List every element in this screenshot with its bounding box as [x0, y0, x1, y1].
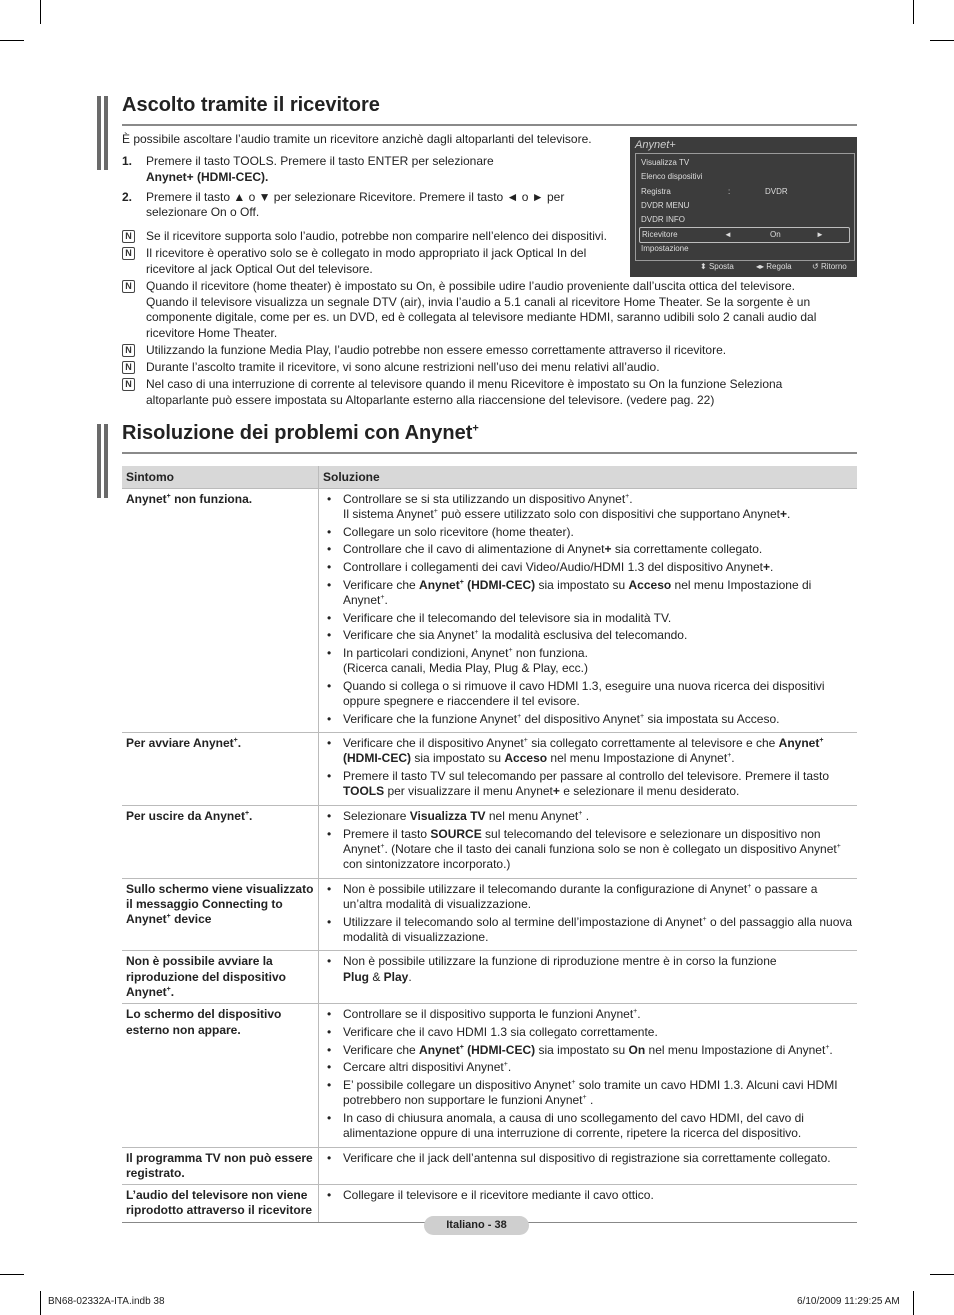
osd-menu-list	[635, 153, 855, 261]
osd-adjust-hint: ◂▸ Regola	[756, 262, 792, 271]
crop-mark	[40, 1291, 41, 1315]
crop-mark	[0, 40, 24, 41]
right-arrow-icon: ►	[816, 230, 824, 239]
column-header-symptom: Sintomo	[122, 466, 319, 489]
section-rule	[122, 124, 857, 126]
symptom-cell: Per uscire da Anynet+.	[122, 805, 319, 878]
note-text: Se il ricevitore supporta solo l’audio, potrebbe non comparire nell’elenco dei dispositivi.	[146, 229, 607, 243]
note-icon: N	[122, 378, 135, 391]
crop-mark	[913, 1291, 914, 1315]
osd-item[interactable]: DVDR MENU	[641, 201, 690, 210]
crop-mark	[40, 0, 41, 24]
step-number: 2.	[122, 190, 133, 204]
osd-move-hint: ⬍ Sposta	[700, 262, 734, 271]
section-title: Ascolto tramite il ricevitore	[122, 94, 380, 116]
osd-return-hint: ↺ Ritorno	[812, 262, 847, 271]
return-icon: ↺	[812, 262, 819, 271]
step-text: Anynet+ (HDMI-CEC).	[146, 170, 269, 184]
section-marker	[104, 424, 108, 498]
left-right-icon: ◂▸	[756, 262, 765, 271]
symptom-cell: Per avviare Anynet+.	[122, 733, 319, 806]
solution-cell: • Verificare che il dispositivo Anynet+ sia collegato correttamente al televisore e che Anynet+ (HDMI-CEC) sia impostato su Acceso nel menu Impostazione di Anynet+. • Premere il tasto TV sul telecomando per passare al controllo del televisore. Premere il tasto TOOLS per visualizzare il menu Anynet+ e selezionare il menu desiderato.	[319, 733, 858, 806]
column-header-solution: Soluzione	[319, 466, 858, 489]
note-text: Utilizzando la funzione Media Play, l’audio potrebbe non essere emesso correttamente attraverso il ricevitore.	[146, 343, 727, 357]
symptom-cell: Anynet+ non funziona.	[122, 489, 319, 733]
troubleshooting-table	[122, 466, 857, 1223]
osd-item[interactable]: DVDR INFO	[641, 215, 685, 224]
symptom-cell: Sullo schermo viene visualizzato il messaggio Connecting to Anynet+ device	[122, 878, 319, 951]
note-icon: N	[122, 361, 135, 374]
solution-cell: • Controllare se il dispositivo supporta le funzioni Anynet+. • Verificare che il cavo HDMI 1.3 sia collegato correttamente. • Verificare che Anynet+ (HDMI-CEC) sia impostato su On nel menu Impostazione di Anynet+. • Cercare altri dispositivi Anynet+. • E’ possibile collegare un dispositivo Anynet+ solo tramite un cavo HDMI 1.3. Alcuni cavi HDMI potrebbero non supportare le funzioni Anynet+ . • In caso di chiusura anomala, a causa di uno scollegamento del cavo HDMI, del cavo di alimentazione oppure di una interruzione di corrente, ripetere la ricerca del dispositivo.	[319, 1004, 858, 1147]
solution-cell: • Non è possibile utilizzare il telecomando durante la configurazione di Anynet+ o passare a un’altra modalità di visualizzazione. • Utilizzare il telecomando solo al termine dell’impostazione di Anynet+ o del passaggio alla nuova modalità di visualizzazione.	[319, 878, 858, 951]
osd-item[interactable]: Elenco dispositivi	[641, 172, 703, 181]
table-row	[122, 1147, 857, 1185]
step-text: selezionare On o Off.	[146, 205, 260, 219]
section-marker	[104, 96, 108, 170]
solution-cell: • Verificare che il jack dell’antenna sul dispositivo di registrazione sia correttamente collegato.	[319, 1147, 858, 1185]
osd-item-selected[interactable]: Ricevitore ◄ On ►	[639, 227, 850, 243]
table-row	[122, 805, 857, 878]
page-number: Italiano - 38	[424, 1216, 529, 1235]
solution-cell: • Controllare se si sta utilizzando un dispositivo Anynet+. Il sistema Anynet+ può essere utilizzato solo con dispositivi che supportano Anynet+. • Collegare un solo ricevitore (home theater). • Controllare che il cavo di alimentazione di Anynet+ sia correttamente collegato. • Controllare i collegamenti dei cavi Video/Audio/HDMI 1.3 del dispositivo Anynet+. • Verificare che Anynet+ (HDMI-CEC) sia impostato su Acceso nel menu Impostazione di Anynet+. • Verificare che il telecomando del televisore sia in modalità TV. • Verificare che sia Anynet+ la modalità esclusiva del telecomando. • In particolari condizioni, Anynet+ non funziona. (Ricerca canali, Media Play, Plug & Play, ecc.) • Quando si collega o si rimuove il cavo HDMI 1.3, eseguire una nuova ricerca dei dispositivi oppure spegnere e riaccendere il tel evisore. • Verificare che la funzione Anynet+ del dispositivo Anynet+ sia impostata su Acceso.	[319, 489, 858, 733]
symptom-cell: Il programma TV non può essere registrato.	[122, 1147, 319, 1185]
note-icon: N	[122, 280, 135, 293]
symptom-cell: Non è possibile avviare la riproduzione del dispositivo Anynet+.	[122, 951, 319, 1004]
osd-item[interactable]: Impostazione	[641, 244, 689, 253]
left-arrow-icon: ◄	[724, 230, 732, 239]
table-row	[122, 489, 857, 733]
note-icon: N	[122, 344, 135, 357]
step-number: 1.	[122, 154, 133, 168]
step-text: Premere il tasto ▲ o ▼ per selezionare Ricevitore. Premere il tasto ◄ o ► per	[146, 190, 565, 204]
anynet-logo: Anynet+	[635, 139, 676, 151]
table-row	[122, 951, 857, 1004]
note-icon: N	[122, 230, 135, 243]
section-marker	[97, 424, 101, 498]
crop-mark	[930, 1274, 954, 1275]
section-marker	[97, 96, 101, 170]
solution-cell: • Non è possibile utilizzare la funzione di riproduzione mentre è in corso la funzione Plug & Play.	[319, 951, 858, 1004]
symptom-cell: Lo schermo del dispositivo esterno non appare.	[122, 1004, 319, 1147]
print-datetime: 6/10/2009 11:29:25 AM	[797, 1296, 900, 1307]
symptom-cell: L’audio del televisore non viene riprodotto attraverso il ricevitore	[122, 1185, 319, 1223]
solution-cell: • Selezionare Visualizza TV nel menu Anynet+ . • Premere il tasto SOURCE sul telecomando del televisore e selezionare un dispositivo non Anynet+. (Notare che il tasto dei canali funziona solo se non è collegato un dispositivo Anynet+ con sintonizzatore incorporato.)	[319, 805, 858, 878]
crop-mark	[0, 1274, 24, 1275]
file-name: BN68-02332A-ITA.indb 38	[48, 1296, 165, 1307]
crop-mark	[930, 40, 954, 41]
table-row	[122, 733, 857, 806]
note-text: Quando il ricevitore (home theater) è impostato su On, è possibile udire l’audio proveniente dall’uscita ottica del televisore. Quando il televisore visualizza un segnale DTV (air), invia l’audio a 5.1 canali al ricevitore Home Theater. Se la sorgente è un componente digitale, come per es. un DVD, ed è collegata al televisore mediante HDMI, saranno udibili solo 2 canali audio dal ricevitore Home Theater.	[146, 279, 817, 340]
up-down-icon: ⬍	[700, 262, 707, 271]
section-title: Risoluzione dei problemi con Anynet+	[122, 422, 479, 444]
anynet-osd-menu	[630, 137, 857, 277]
solution-cell: • Collegare il televisore e il ricevitore mediante il cavo ottico.	[319, 1185, 858, 1223]
crop-mark	[913, 0, 914, 24]
osd-item[interactable]: Visualizza TV	[641, 158, 690, 167]
note-text: Nel caso di una interruzione di corrente al televisore quando il menu Ricevitore è impostato su On la funzione Seleziona altoparlante può essere impostata su Altoparlante esterno alla riaccensione del televisore. (vedere pag. 22)	[146, 377, 783, 407]
note-icon: N	[122, 247, 135, 260]
note-text: Il ricevitore è operativo solo se è collegato in modo appropriato il jack Optical In del ricevitore al jack Optical Out del televisore.	[146, 246, 587, 276]
section-rule	[122, 452, 857, 454]
osd-item[interactable]: Registra : DVDR	[641, 187, 788, 196]
step-text: Premere il tasto TOOLS. Premere il tasto ENTER per selezionare	[146, 154, 494, 168]
note-text: Durante l’ascolto tramite il ricevitore, vi sono alcune restrizioni nell’uso dei menu relativi all’audio.	[146, 360, 660, 374]
intro-text: È possibile ascoltare l’audio tramite un ricevitore anzichè dagli altoparlanti del televisore.	[122, 132, 592, 146]
table-row	[122, 1004, 857, 1147]
table-row	[122, 878, 857, 951]
